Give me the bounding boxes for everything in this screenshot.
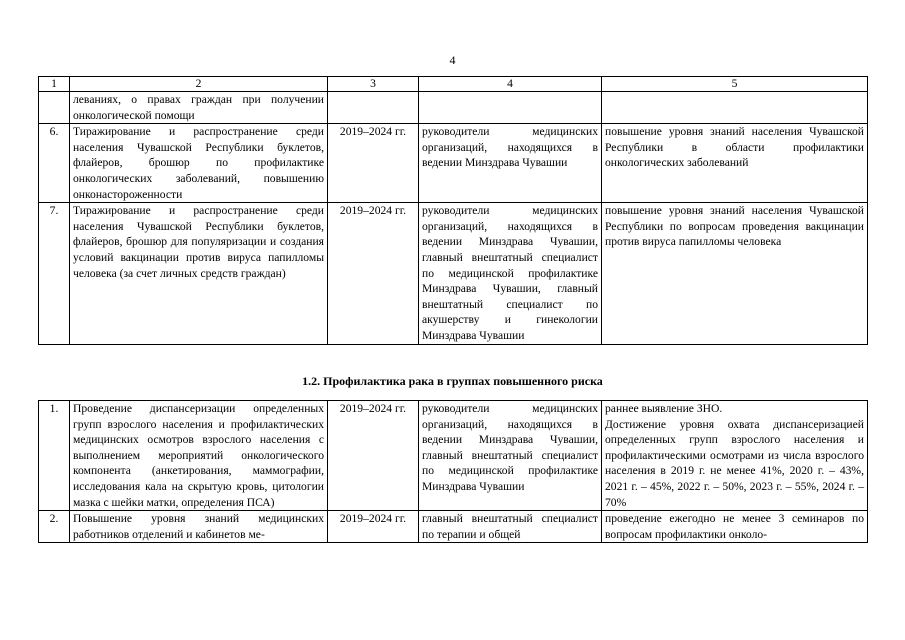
page-number: 4 xyxy=(449,53,456,67)
responsible-cell xyxy=(419,92,602,124)
responsible-cell: руководители медицинских организаций, находящихся в ведении Минздрава Чувашии xyxy=(419,124,602,203)
table-row xyxy=(39,401,868,511)
responsible-cell: руководители медицинских организаций, находящихся в ведении Минздрава Чувашии, главный внештатный специалист по медицинской профилактике Минздрава Чувашии, главный внештатный специалист по акушерству и гинекологии Минздрава Чувашии xyxy=(419,203,602,344)
row-number: 7. xyxy=(39,203,70,344)
table-row xyxy=(39,203,868,344)
period-cell: 2019–2024 гг. xyxy=(328,401,419,511)
period-cell: 2019–2024 гг. xyxy=(328,203,419,344)
result-first-line: раннее выявление ЗНО. xyxy=(605,402,723,415)
header-cell: 3 xyxy=(328,77,419,92)
result-cell: повышение уровня знаний населения Чувашской Республики по вопросам проведения вакцинации против вируса папилломы человека xyxy=(602,203,868,344)
result-cell xyxy=(602,92,868,124)
responsible-cell: руководители медицинских организаций, находящихся в ведении Минздрава Чувашии, главный внештатный специалист по медицинской профилактике Минздрава Чувашии xyxy=(419,401,602,511)
result-cell: повышение уровня знаний населения Чувашской Республики в области профилактики онкологических заболеваний xyxy=(602,124,868,203)
row-number xyxy=(39,92,70,124)
result-cell xyxy=(602,401,868,511)
responsible-cell: главный внештатный специалист по терапии и общей xyxy=(419,511,602,543)
row-number: 2. xyxy=(39,511,70,543)
header-cell: 1 xyxy=(39,77,70,92)
table-row xyxy=(39,124,868,203)
table-header-row xyxy=(39,77,868,92)
period-cell xyxy=(328,92,419,124)
result-text: Достижение уровня охвата диспансеризацией определенных групп взрослого населения и профилактическими осмотрами из числа взрослого населения в 2019 г. не менее 41%, 2020 г. – 43%, 2021 г. – 45%, 2022 г. – 50%, 2023 г. – 55%, 2024 г. – 70% xyxy=(605,417,864,509)
header-cell: 4 xyxy=(419,77,602,92)
header-cell: 5 xyxy=(602,77,868,92)
event-cell: Повышение уровня знаний медицинских работников отделений и кабинетов ме- xyxy=(70,511,328,543)
measures-table-section xyxy=(38,400,868,543)
row-number: 1. xyxy=(39,401,70,511)
event-cell: Тиражирование и распространение среди населения Чувашской Республики буклетов, флайеров, брошюр для популяризации и создания условий вакцинации против вируса папилломы человека (за счет личных средств граждан) xyxy=(70,203,328,344)
measures-table-continued xyxy=(38,76,868,345)
period-cell: 2019–2024 гг. xyxy=(328,124,419,203)
event-cell: Тиражирование и распространение среди населения Чувашской Республики буклетов, флайеров, брошюр по профилактике онкологических заболеваний, повышению онконастороженности xyxy=(70,124,328,203)
event-cell: Проведение диспансеризации определенных групп взрослого населения и профилактических медицинских осмотров взрослого населения с выполнением мероприятий онкологического компонента (анкетирования, маммографии, исследования кала на скрытую кровь, цитологии мазка с шейки матки, определения ПСА) xyxy=(70,401,328,511)
table-row xyxy=(39,92,868,124)
event-cell: левaниях, о правах граждан при получении онкологической помощи xyxy=(70,92,328,124)
table-row xyxy=(39,511,868,543)
period-cell: 2019–2024 гг. xyxy=(328,511,419,543)
row-number: 6. xyxy=(39,124,70,203)
result-cell: проведение ежегодно не менее 3 семинаров по вопросам профилактики онколо- xyxy=(602,511,868,543)
section-title: 1.2. Профилактика рака в группах повышенного риска xyxy=(302,374,603,388)
header-cell: 2 xyxy=(70,77,328,92)
